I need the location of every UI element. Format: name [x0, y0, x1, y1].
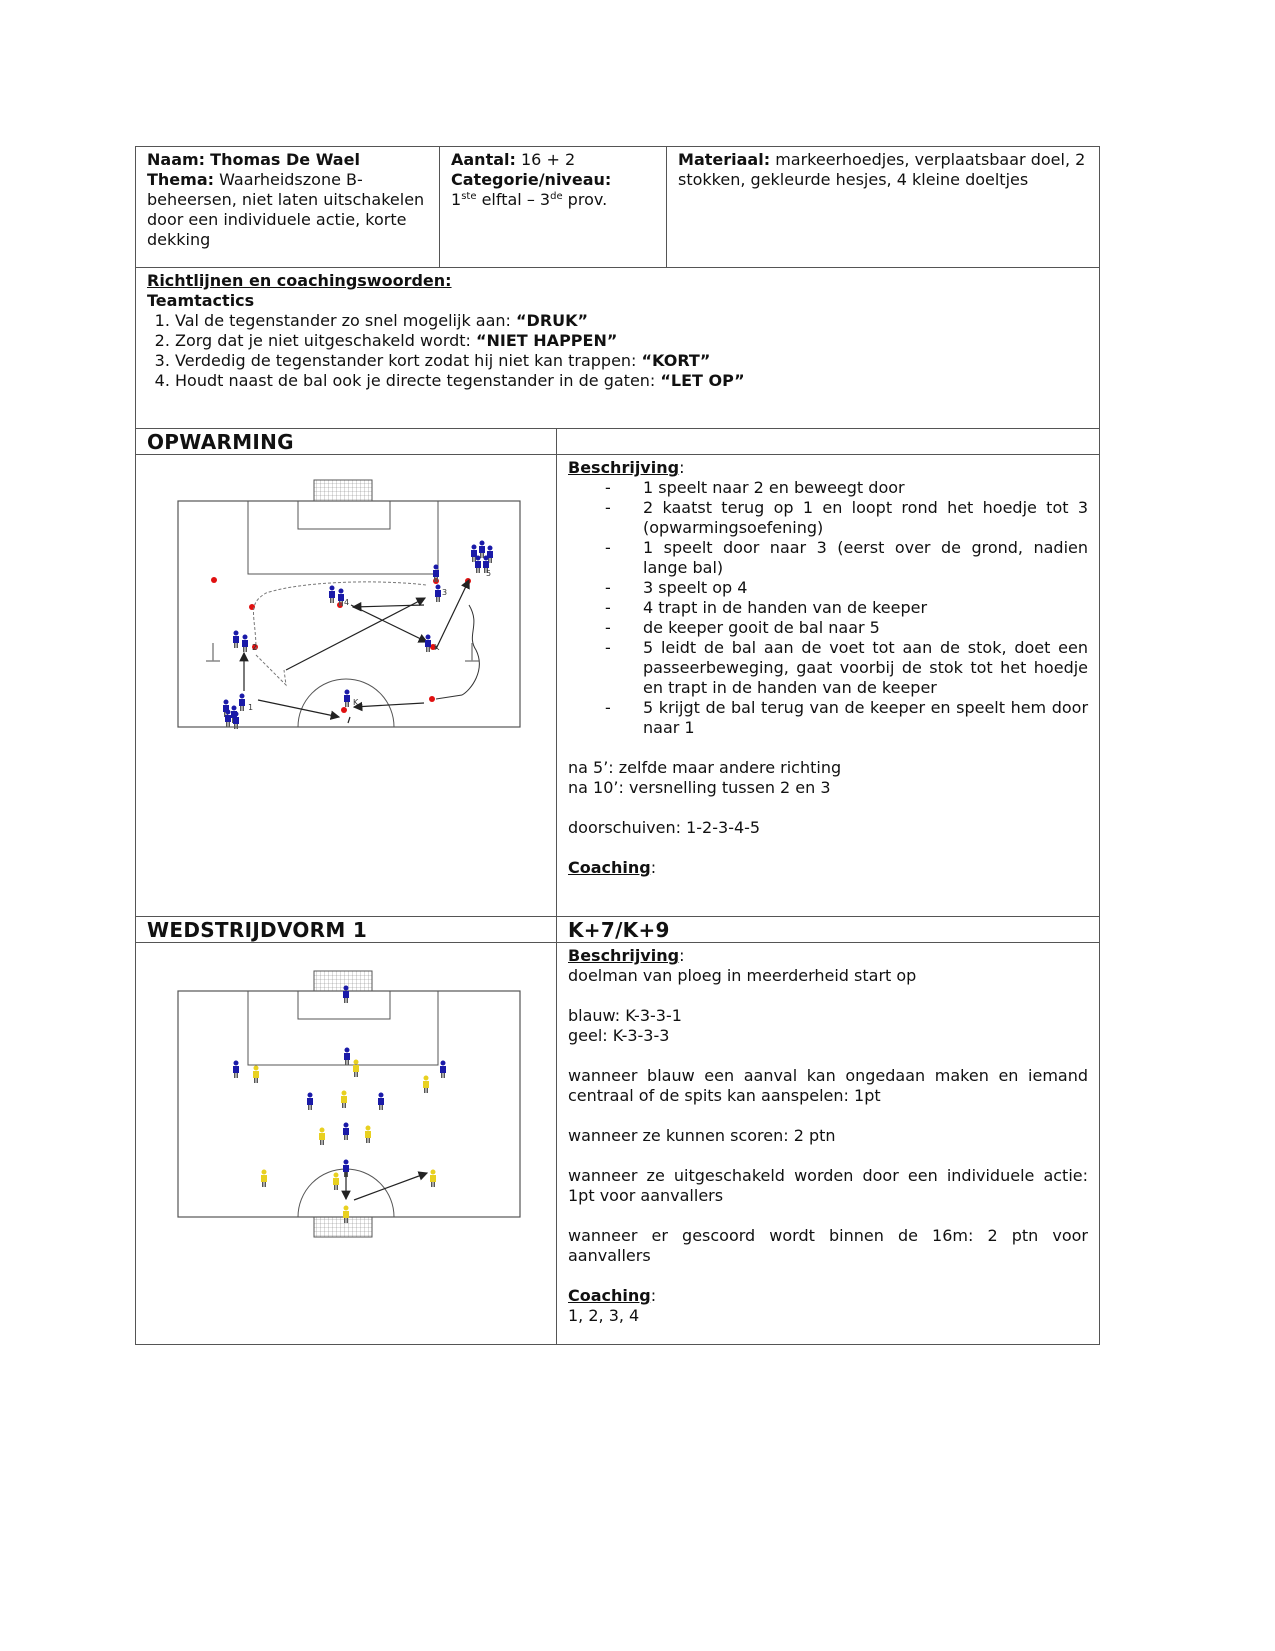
- svg-text:K: K: [434, 643, 440, 652]
- richtlijnen-cell: [136, 268, 1100, 429]
- wedstrijdvorm-coaching-label: Coaching: [568, 1286, 651, 1305]
- doorschuiven-text: doorschuiven: 1-2-3-4-5: [568, 818, 761, 837]
- header-row: [136, 147, 1100, 268]
- training-sheet: [135, 146, 1099, 1345]
- wedstrijdvorm-row: [136, 943, 1100, 1345]
- naam-thema-cell: [136, 147, 440, 268]
- opwarming-title-empty: [557, 429, 1100, 455]
- naam-value: Thomas De Wael: [210, 150, 360, 169]
- thema-value: Waarheidszone B-beheersen, niet laten uitschakelen door een individuele actie, korte dekking: [147, 170, 425, 249]
- step-item: - 4 trapt in de handen van de keeper: [605, 598, 928, 617]
- step-item: - 1 speelt door naar 3 (eerst over de grond, nadien lange bal): [605, 538, 1089, 577]
- na10-text: na 10’: versnelling tussen 2 en 3: [568, 778, 831, 797]
- richtlijnen-list: [147, 311, 1088, 391]
- wedstrijdvorm-text-cell: Beschrijving: doelman van ploeg in meerderheid start op blauw: K-3-3-1 geel: K-3-3-3 wanneer blauw een aanval kan ongedaan maken en iemand centraal of de spits kan aanspelen: 1pt wanneer ze kunnen scoren: 2 ptn wanneer ze uitgeschakeld worden door een individuele actie: 1pt voor aanvallers wanneer er gescoord wordt binnen de 16m: 2 ptn voor aanvallers Coaching: 1, 2, 3, 4: [557, 943, 1100, 1345]
- categorie-label: Categorie/niveau:: [451, 170, 612, 189]
- svg-text:2: 2: [252, 643, 258, 652]
- goal-icon: [314, 1217, 372, 1237]
- step-item: - 2 kaatst terug op 1 en loopt rond het hoedje tot 3 (opwarmingsoefening): [605, 498, 1089, 537]
- svg-text:4: 4: [344, 598, 350, 607]
- opwarming-coaching-label: Coaching: [568, 858, 651, 877]
- categorie-value: 1ste elftal – 3de prov.: [451, 190, 608, 209]
- opwarming-title-cell: [136, 429, 557, 455]
- richtlijn-item: 1. Val de tegenstander zo snel mogelijk aan: “DRUK”: [175, 311, 1088, 331]
- wedstrijdvorm-diagram: [136, 943, 556, 1243]
- richtlijnen-row: [136, 268, 1100, 429]
- svg-text:5: 5: [486, 569, 492, 578]
- opwarming-diagram-cell: [136, 455, 557, 917]
- opwarming-title-row: [136, 429, 1100, 455]
- goal-icon: [314, 971, 372, 991]
- wedstrijdvorm-format: K+7/K+9: [568, 918, 670, 942]
- step-item: - 1 speelt naar 2 en beweegt door: [605, 478, 905, 497]
- aantal-value: 16 + 2: [521, 150, 576, 169]
- richtlijn-item: 3. Verdedig de tegenstander kort zodat hij niet kan trappen: “KORT”: [175, 351, 1088, 371]
- wedstrijdvorm-title-cell: [136, 917, 557, 943]
- opwarming-beschrijving-label: Beschrijving: [568, 458, 680, 477]
- wedstrijdvorm-line: doelman van ploeg in meerderheid start op: [568, 966, 917, 985]
- wedstrijdvorm-line: wanneer ze uitgeschakeld worden door een individuele actie: 1pt voor aanvallers: [568, 1166, 1089, 1205]
- step-item: - 5 krijgt de bal terug van de keeper en speelt hem door naar 1: [605, 698, 1089, 737]
- materiaal-label: Materiaal:: [678, 150, 771, 169]
- materiaal-cell: [667, 147, 1100, 268]
- goal-icon: [314, 480, 372, 501]
- step-item: - de keeper gooit de bal naar 5: [605, 618, 880, 637]
- wedstrijdvorm-title-row: [136, 917, 1100, 943]
- wedstrijdvorm-coaching-value: 1, 2, 3, 4: [568, 1306, 640, 1325]
- opwarming-text-cell: Beschrijving: - 1 speelt naar 2 en beweegt door - 2 kaatst terug op 1 en loopt rond het hoedje tot 3 (opwarmingsoefening) - 1 speelt door naar 3 (eerst over de grond, nadien lange bal) - 3 speelt op 4 - 4 trapt in de handen van de keeper - de keeper gooit de bal naar 5 - 5 leidt de bal aan de voet tot aan de stok, doet een passeerbeweging, gaat voorbij de stok tot het hoedje en trapt in de handen van de keeper - 5 krijgt de bal terug van de keeper en speelt hem door naar 1 na 5’: zelfde maar andere richting na 10’: versnelling tussen 2 en 3 doorschuiven: 1-2-3-4-5 Coaching:: [557, 455, 1100, 917]
- richtlijnen-title: Richtlijnen en coachingswoorden:: [147, 271, 452, 290]
- wedstrijdvorm-line: wanneer er gescoord wordt binnen de 16m: 2 ptn voor aanvallers: [568, 1226, 1089, 1265]
- training-table: [135, 146, 1100, 1345]
- wedstrijdvorm-line: wanneer blauw een aanval kan ongedaan maken en iemand centraal of de spits kan aanspelen: 1pt: [568, 1066, 1089, 1105]
- naam-label: Naam:: [147, 150, 206, 169]
- opwarming-diagram: [136, 455, 556, 755]
- wedstrijdvorm-title: WEDSTRIJDVORM 1: [147, 918, 368, 942]
- richtlijnen-subtitle: Teamtactics: [147, 291, 255, 310]
- step-item: - 5 leidt de bal aan de voet tot aan de stok, doet een passeerbeweging, gaat voorbij de stok tot het hoedje en trapt in de handen van de keeper: [605, 638, 1089, 697]
- svg-text:1: 1: [248, 703, 254, 712]
- aantal-categorie-cell: [440, 147, 667, 268]
- wedstrijdvorm-beschrijving-label: Beschrijving: [568, 946, 680, 965]
- aantal-label: Aantal:: [451, 150, 516, 169]
- thema-label: Thema:: [147, 170, 215, 189]
- svg-text:K: K: [353, 698, 359, 707]
- wedstrijdvorm-line: geel: K-3-3-3: [568, 1026, 670, 1045]
- opwarming-title: OPWARMING: [147, 430, 294, 454]
- opwarming-row: [136, 455, 1100, 917]
- materiaal-value: markeerhoedjes, verplaatsbaar doel, 2 stokken, gekleurde hesjes, 4 kleine doeltjes: [678, 150, 1086, 189]
- richtlijn-item: 4. Houdt naast de bal ook je directe tegenstander in de gaten: “LET OP”: [175, 371, 1088, 391]
- richtlijn-item: 2. Zorg dat je niet uitgeschakeld wordt: “NIET HAPPEN”: [175, 331, 1088, 351]
- step-item: - 3 speelt op 4: [605, 578, 748, 597]
- pitch-outline: [178, 991, 520, 1217]
- wedstrijdvorm-line: wanneer ze kunnen scoren: 2 ptn: [568, 1126, 836, 1145]
- svg-text:3: 3: [442, 588, 448, 597]
- opwarming-steps: [568, 478, 1088, 738]
- wedstrijdvorm-diagram-cell: [136, 943, 557, 1345]
- na5-text: na 5’: zelfde maar andere richting: [568, 758, 842, 777]
- wedstrijdvorm-line: blauw: K-3-3-1: [568, 1006, 682, 1025]
- wedstrijdvorm-format-cell: [557, 917, 1100, 943]
